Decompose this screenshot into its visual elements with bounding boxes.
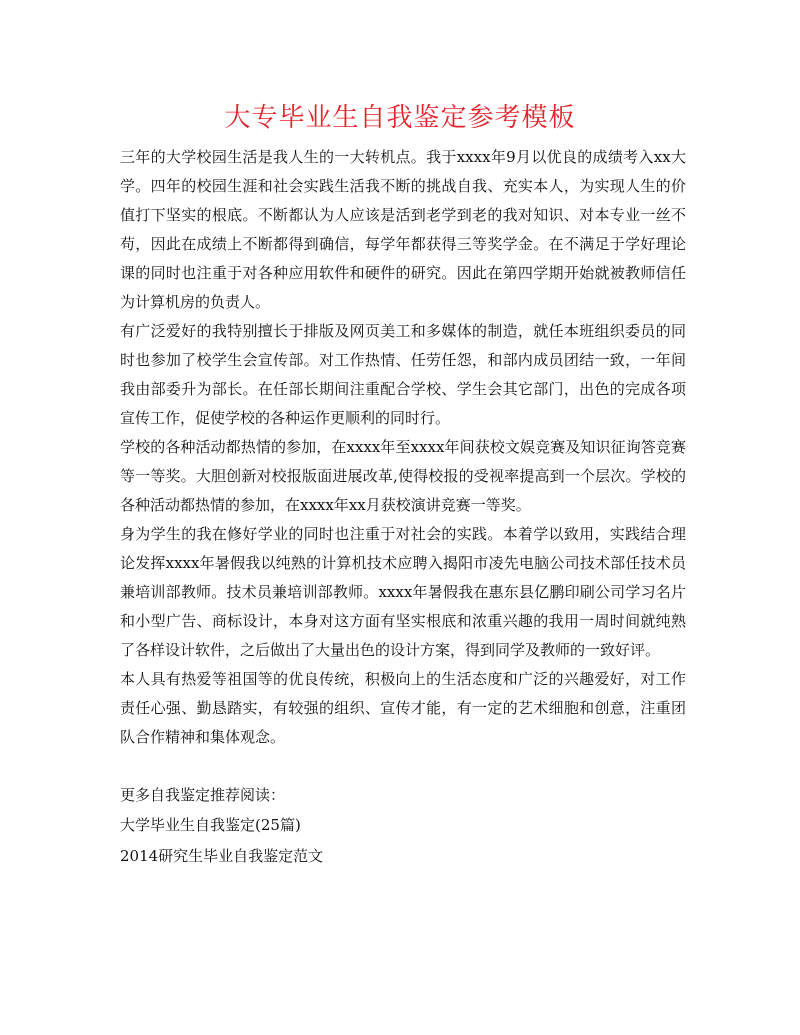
paragraph-campus-life: 三年的大学校园生活是我人生的一大转机点。我于xxxx年9月以优良的成绩考入xx大学。四年的校园生涯和社会实践生活我不断的挑战自我、充实本人，为实现人生的价值打下坚实的根底。不断都认为人应该是活到老学到老的我对知识、对本专业一丝不苟，因此在成绩上不断都得到确信，每学年都获得三等奖学金。在不满足于学好理论课的同时也注重于对各种应用软件和硬件的研究。因此在第四学期开始就被教师信任为计算机房的负责人。 — [120, 148, 686, 311]
paragraph-social-practice: 身为学生的我在修好学业的同时也注重于对社会的实践。本着学以致用，实践结合理论发挥xxxx年暑假我以纯熟的计算机技术应聘入揭阳市凌先电脑公司技术部任技术员兼培训部教师。技术员兼培训部教师。xxxx年暑假我在惠东县亿鹏印刷公司学习名片和小型广告、商标设计，本身对这方面有坚实根底和浓重兴趣的我用一周时间就纯熟了各样设计软件，之后做出了大量出色的设计方案，得到同学及教师的一致好评。 — [120, 525, 686, 659]
recommend-link-graduate-self-assessment[interactable]: 大学毕业生自我鉴定(25篇) — [120, 816, 301, 834]
section-spacer — [120, 752, 686, 781]
document-body — [120, 143, 686, 872]
document-title: 大专毕业生自我鉴定参考模板 — [224, 103, 576, 133]
paragraph-hobbies: 有广泛爱好的我特别擅长于排版及网页美工和多媒体的制造，就任本班组织委员的同时也参加了校学生会宣传部。对工作热情、任劳任怨，和部内成员团结一致，一年间我由部委升为部长。在任部长期间注重配合学校、学生会其它部门，出色的完成各项宣传工作，促使学校的各种运作更顺利的同时行。 — [120, 322, 686, 427]
recommend-link-postgraduate-self-assessment[interactable]: 2014研究生毕业自我鉴定范文 — [120, 847, 324, 865]
recommend-heading: 更多自我鉴定推荐阅读： — [120, 786, 286, 804]
recommend-section — [120, 781, 686, 872]
paragraph-personal-qualities: 本人具有热爱等祖国等的优良传统，积极向上的生活态度和广泛的兴趣爱好，对工作责任心强、勤恳踏实，有较强的组织、宣传才能，有一定的艺术细胞和创意，注重团队合作精神和集体观念。 — [120, 670, 686, 746]
paragraph-activities: 学校的各种活动都热情的参加，在xxxx年至xxxx年间获校文娱竞赛及知识征询答竞赛等一等奖。大胆创新对校报版面进展改革,使得校报的受视率提高到一个层次。学校的各种活动都热情的参加，在xxxx年xx月获校演讲竞赛一等奖。 — [120, 438, 686, 514]
